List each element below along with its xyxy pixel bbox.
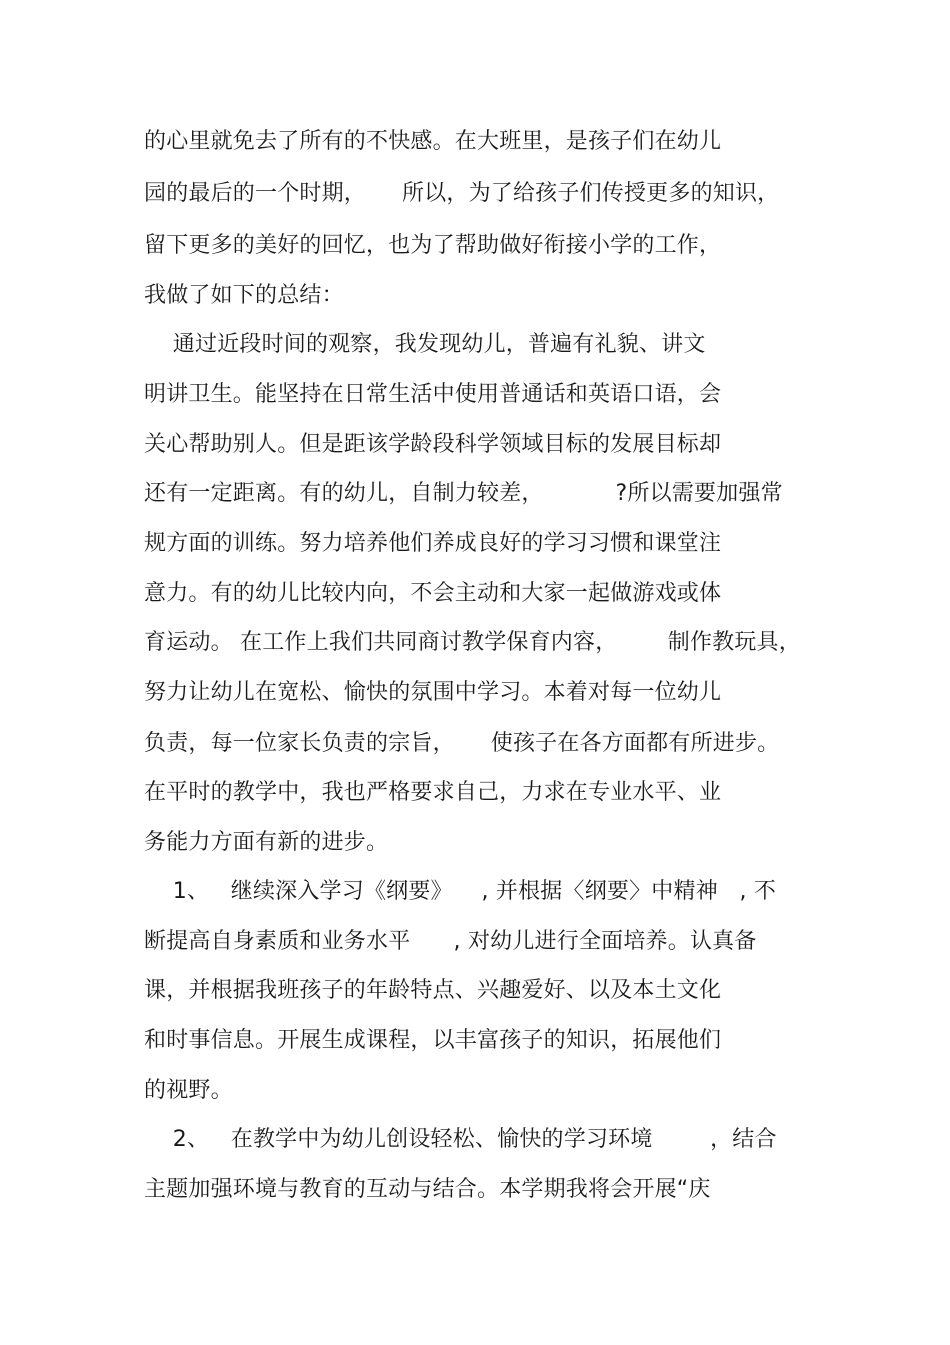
text-line: 明讲卫生。能坚持在日常生活中使用普通话和英语口语，会: [144, 382, 722, 407]
text-line: 断提高自身素质和业务水平 , 对幼儿进行全面培养。认真备: [144, 929, 757, 954]
text-line: 主题加强环境与教育的互动与结合。本学期我将会开展“庆: [144, 1177, 711, 1202]
text-line: 还有一定距离。有的幼儿，自制力较差， ?所以需要加强常: [144, 481, 783, 506]
text-line: 规方面的训练。努力培养他们养成良好的学习习惯和课堂注: [144, 531, 722, 556]
text-line: 和时事信息。开展生成课程，以丰富孩子的知识，拓展他们: [144, 1028, 722, 1053]
text-line: 意力。有的幼儿比较内向，不会主动和大家一起做游戏或体: [144, 581, 722, 606]
text-line: 关心帮助别人。但是距该学龄段科学领域目标的发展目标却: [144, 432, 722, 457]
text-line: 1、 继续深入学习《纲要》 , 并根据〈纲要〉中精神 , 不: [144, 879, 777, 904]
text-line: 务能力方面有新的进步。: [144, 830, 389, 855]
text-line: 育运动。 在工作上我们共同商讨教学保育内容， 制作教玩具，: [144, 630, 801, 655]
text-line: 的心里就免去了所有的不快感。在大班里，是孩子们在幼儿: [144, 129, 722, 154]
text-line: 负责，每一位家长负责的宗旨， 使孩子在各方面都有所进步。: [144, 731, 780, 756]
text-line: 2、 在教学中为幼儿创设轻松、愉快的学习环境 ，结合: [144, 1127, 777, 1152]
text-line: 在平时的教学中，我也严格要求自己，力求在专业水平、业: [144, 780, 722, 805]
text-line: 努力让幼儿在宽松、愉快的氛围中学习。本着对每一位幼儿: [144, 680, 722, 705]
text-line: 园的最后的一个时期， 所以，为了给孩子们传授更多的知识，: [144, 181, 780, 206]
text-line: 课，并根据我班孩子的年龄特点、兴趣爱好、以及本土文化: [144, 978, 722, 1003]
text-line: 我做了如下的总结：: [144, 283, 344, 308]
text-line: 通过近段时间的观察，我发现幼儿，普遍有礼貌、讲文: [144, 332, 706, 357]
text-line: 留下更多的美好的回忆，也为了帮助做好衔接小学的工作，: [144, 233, 722, 258]
text-line: 的视野。: [144, 1078, 233, 1103]
